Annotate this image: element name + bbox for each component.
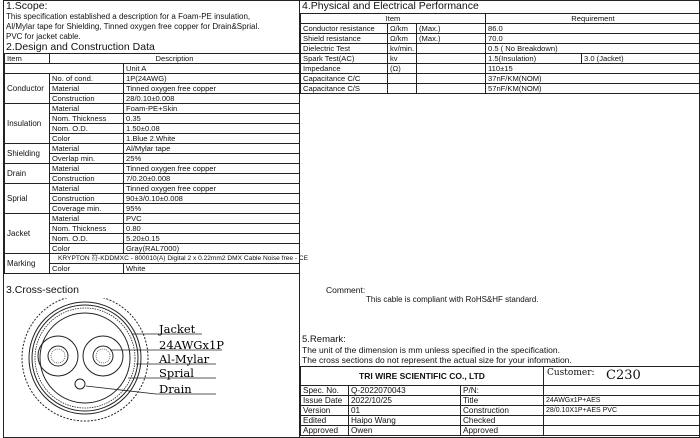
property-name: Material (50, 184, 124, 194)
label-drain: Drain (159, 382, 192, 396)
marking-row (5, 254, 300, 264)
perf-unit: (Ω) (388, 64, 417, 74)
remark-line: The unit of the dimension is mm unless specified in the specification. (302, 345, 560, 355)
property-name: Material (50, 84, 124, 94)
perf-requirement: 70.0 (486, 34, 700, 44)
title-block-row (301, 396, 700, 406)
perf-item: Conductor resistance (301, 24, 388, 34)
perf-row (301, 44, 700, 54)
design-row (5, 84, 300, 94)
design-row (5, 94, 300, 104)
title-l-value: Owen (349, 426, 461, 436)
perf-row (301, 34, 700, 44)
title-block-row (301, 416, 700, 426)
property-name: Coverage min. (50, 204, 124, 214)
perf-unit: Ω/km (388, 34, 417, 44)
perf-item: Dielectric Test (301, 44, 388, 54)
title-l-label: Issue Date (301, 396, 349, 406)
remark-line: The cross sections do not represent the actual size for your information. (302, 355, 572, 365)
title-r-label: Approved (461, 426, 544, 436)
cable-outline (22, 298, 148, 421)
design-row (5, 224, 300, 234)
marking-label: Marking (5, 254, 50, 274)
perf-row (301, 54, 700, 64)
label-al-mylar: Al-Mylar (159, 352, 210, 366)
group-name: Insulation (5, 104, 50, 144)
property-value: Tinned oxygen free copper (124, 184, 300, 194)
scope-line: This specification established a description for a Foam-PE insulation, (6, 12, 251, 21)
perf-condition: (Max.) (417, 34, 486, 44)
scope-line: Al/Mylar tape for Shielding, Tinned oxygen free copper for Drain&Sprial. (6, 22, 260, 31)
design-row (5, 174, 300, 184)
cross-section-drawing (10, 298, 270, 436)
title-block-row (301, 426, 700, 436)
property-name: Nom. Thickness (50, 114, 124, 124)
property-value: Gray(RAL7000) (124, 244, 300, 254)
item-header: Item (5, 54, 50, 64)
title-r-value: 24AWGx1P+AES (544, 396, 700, 406)
conductor-pair (38, 336, 123, 389)
title-l-label: Edited (301, 416, 349, 426)
property-name: Nom. O.D. (50, 124, 124, 134)
property-name: Material (50, 144, 124, 154)
property-name: Nom. O.D. (50, 234, 124, 244)
perf-requirement: 0.5 ( No Breakdown) (486, 44, 700, 54)
design-row (5, 164, 300, 174)
perf-requirement: 110±15 (486, 64, 700, 74)
design-heading: 2.Design and Construction Data (6, 41, 155, 53)
perf-condition: (Max.) (417, 24, 486, 34)
property-name: Overlap min. (50, 154, 124, 164)
comment-text: This cable is compliant with RoHS&HF standard. (366, 295, 539, 304)
property-name: Color (50, 244, 124, 254)
title-r-label: Construction (461, 406, 544, 416)
customer-label: Customer: (547, 368, 595, 378)
perf-requirement-2: 3.0 (Jacket) (582, 54, 700, 64)
property-value: 1P(24AWG) (124, 74, 300, 84)
perf-item: Impedance (301, 64, 388, 74)
property-name: Material (50, 214, 124, 224)
property-value: 1.Blue 2.White (124, 134, 300, 144)
property-value: PVC (124, 214, 300, 224)
scope-heading: 1.Scope: (6, 0, 48, 12)
property-value: 7/0.20±0.008 (124, 174, 300, 184)
perf-row (301, 84, 700, 94)
company-name: TRI WIRE SCIENTIFIC CO., LTD (301, 367, 544, 386)
marking-text: KRYPTON 符-KDDMXC - 800010(A) Digital 2 x 0.22mm2 DMX Cable Noise free - CE (50, 254, 300, 264)
title-l-value: Q-2022070043 (349, 386, 461, 396)
design-row (5, 244, 300, 254)
title-r-value: 28/0.10X1P+AES PVC (544, 406, 700, 416)
group-name: Shielding (5, 144, 50, 164)
scope-line: PVC for jacket cable. (6, 32, 81, 41)
perf-item-header: Item (301, 14, 486, 24)
property-value: Al/Mylar tape (124, 144, 300, 154)
performance-table (300, 13, 700, 94)
perf-requirement-header: Requirement (486, 14, 700, 24)
property-value: 1.50±0.08 (124, 124, 300, 134)
title-block-row (301, 386, 700, 396)
design-row (5, 214, 300, 224)
label-conductor: 24AWGx1P (159, 338, 225, 352)
perf-requirement: 57nF/KM(NOM) (486, 84, 700, 94)
perf-requirement: 1.5(Insulation) (486, 54, 582, 64)
perf-row (301, 74, 700, 84)
title-l-value: 01 (349, 406, 461, 416)
property-name: Construction (50, 174, 124, 184)
design-row (5, 144, 300, 154)
property-value: Tinned oxygen free copper (124, 84, 300, 94)
cross-section-heading: 3.Cross-section (6, 284, 79, 296)
title-r-value (544, 426, 700, 436)
perf-row (301, 24, 700, 34)
perf-requirement: 86.0 (486, 24, 700, 34)
design-row (5, 124, 300, 134)
design-row (5, 134, 300, 144)
property-value: 25% (124, 154, 300, 164)
perf-condition (417, 64, 486, 74)
customer-cell (544, 367, 700, 386)
property-name: Material (50, 104, 124, 114)
property-value: 90±3/0.10±0.008 (124, 194, 300, 204)
perf-unit: kv (388, 54, 417, 64)
perf-condition (417, 84, 486, 94)
group-name: Conductor (5, 74, 50, 104)
property-value: 0.80 (124, 224, 300, 234)
property-name: Color (50, 134, 124, 144)
perf-requirement: 37nF/KM(NOM) (486, 74, 700, 84)
property-value: 0.35 (124, 114, 300, 124)
property-name: Construction (50, 194, 124, 204)
property-value: Foam-PE+Skin (124, 104, 300, 114)
property-value: Tinned oxygen free copper (124, 164, 300, 174)
title-l-label: Approved (301, 426, 349, 436)
title-block (300, 366, 700, 436)
property-name: Construction (50, 94, 124, 104)
remark-section (302, 334, 572, 365)
property-value: 28/0.10±0.008 (124, 94, 300, 104)
perf-unit: kv/min. (388, 44, 417, 54)
design-row (5, 104, 300, 114)
title-r-label: Checked (461, 416, 544, 426)
design-row (5, 194, 300, 204)
group-name: Jacket (5, 214, 50, 254)
perf-condition (417, 74, 486, 84)
title-block-row (301, 406, 700, 416)
performance-heading: 4.Physical and Electrical Performance (302, 0, 479, 12)
left-column (4, 0, 309, 438)
perf-unit (388, 84, 417, 94)
design-row (5, 204, 300, 214)
perf-item: Shield resistance (301, 34, 388, 44)
description-header: Description (50, 54, 300, 64)
design-row (5, 184, 300, 194)
title-l-label: Spec. No. (301, 386, 349, 396)
customer-value: C230 (606, 368, 641, 383)
title-r-value (544, 416, 700, 426)
perf-condition (417, 44, 486, 54)
property-name: No. of cond. (50, 74, 124, 84)
right-column (300, 0, 700, 438)
title-l-label: Version (301, 406, 349, 416)
title-l-value: 2022/10/25 (349, 396, 461, 406)
design-table (4, 53, 309, 274)
design-row (5, 74, 300, 84)
label-jacket: Jacket (159, 322, 196, 336)
marking-color-value: White (124, 264, 300, 274)
property-value: 95% (124, 204, 300, 214)
label-sprial: Sprial (159, 366, 194, 380)
design-row (5, 154, 300, 164)
remark-heading: 5.Remark: (302, 334, 346, 345)
property-value: 5.20±0.15 (124, 234, 300, 244)
property-name: Material (50, 164, 124, 174)
title-r-label: Title (461, 396, 544, 406)
perf-item: Spark Test(AC) (301, 54, 388, 64)
comment-label: Comment: (326, 285, 366, 295)
perf-item: Capacitance C/S (301, 84, 388, 94)
scope-section (6, 1, 259, 42)
group-name: Drain (5, 164, 50, 184)
design-row (5, 114, 300, 124)
perf-unit (388, 74, 417, 84)
perf-row (301, 64, 700, 74)
blank-cell (5, 64, 124, 74)
perf-item: Capacitance C/C (301, 74, 388, 84)
title-r-value (544, 386, 700, 396)
unit-a-label: Unit A (124, 64, 300, 74)
property-name: Nom. Thickness (50, 224, 124, 234)
perf-condition (417, 54, 486, 64)
design-row (5, 234, 300, 244)
marking-color-label: Color (50, 264, 124, 274)
title-l-value: Haipo Wang (349, 416, 461, 426)
perf-unit: Ω/km (388, 24, 417, 34)
comment-section (326, 285, 539, 305)
title-r-label: P/N: (461, 386, 544, 396)
group-name: Sprial (5, 184, 50, 214)
